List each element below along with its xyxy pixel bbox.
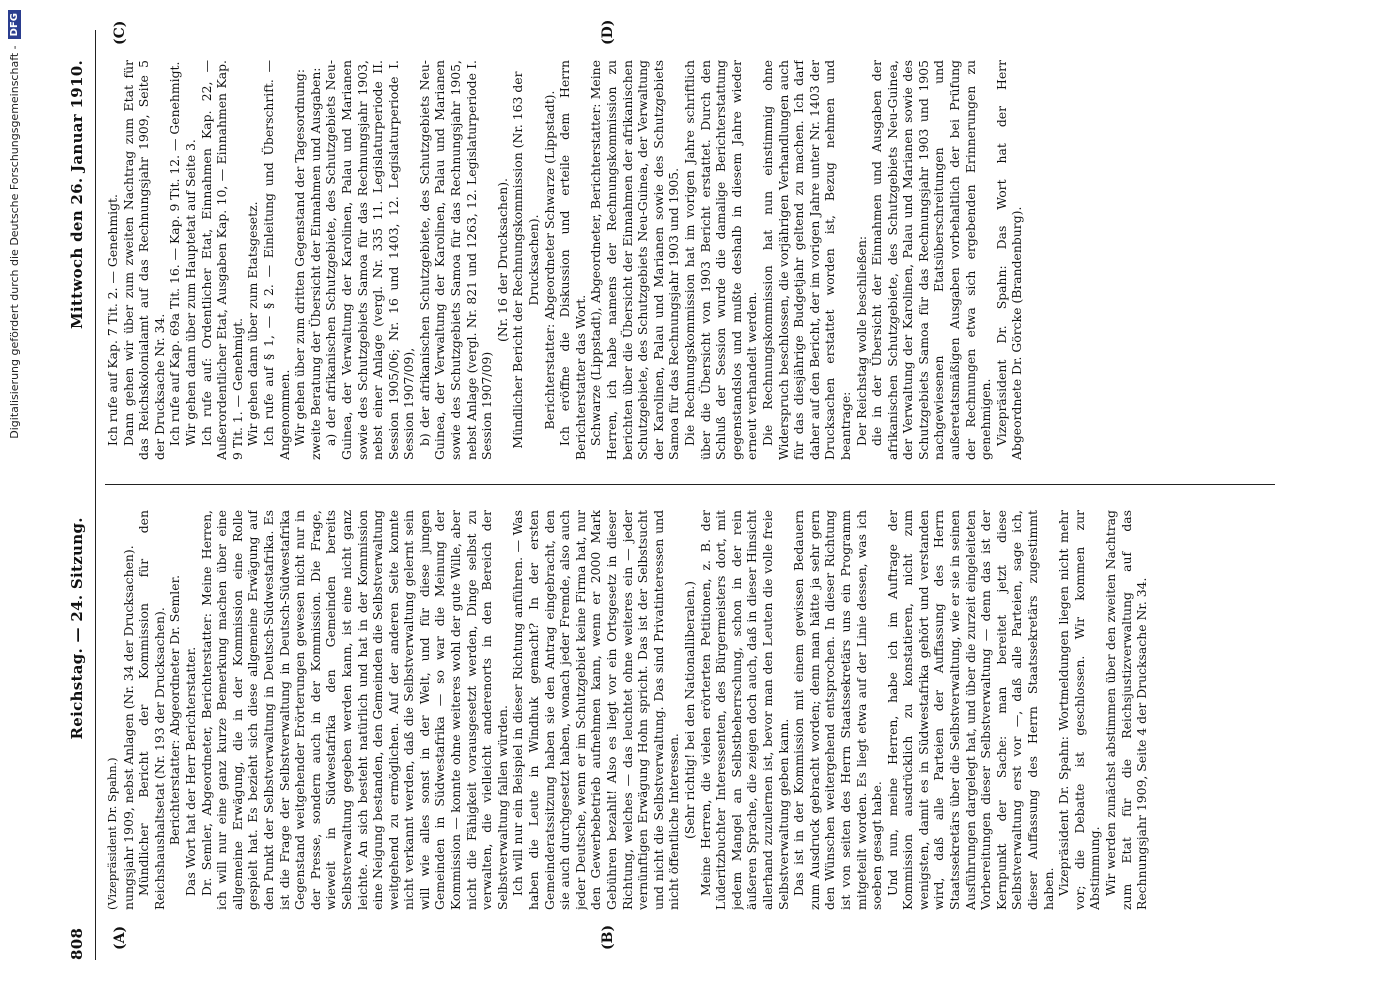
paragraph: Und nun, meine Herren, habe ich im Auftrage der Kommission ausdrücklich zu konstatieren, nicht zum wenigsten, damit es in Südwestafrika gehört und verstanden wird, daß alle Parteien der Auffassung des Herrn Staatssekretärs über die Selbstverwaltung, wie er sie in seinen Ausführungen dargelegt hat, und über die zurzeit eingeleiteten Vorbereitungen dieser Selbstverwaltung — denn das ist der Kernpunkt der Sache: man bereitet jetzt diese Selbstverwaltung erst vor —, daß alle Parteien, sage ich, dieser Auffassung des Herrn Staatssekretärs zugestimmt haben. <box>884 510 1056 910</box>
paragraph: Vizepräsident Dr. Spahn: Das Wort hat der Herr Abgeordnete Dr. Görcke (Brandenburg). <box>993 60 1025 460</box>
paragraph: Ich rufe auf Kap. 69a Tit. 16. — Kap. 9 Tit. 12. — Genehmigt. <box>167 61 183 446</box>
paragraph: Mündlicher Bericht der Kommission für den Reichshaushaltsetat (Nr. 193 der Drucksachen). <box>136 510 167 910</box>
margin-mark-d: (D) <box>600 19 616 45</box>
running-title-right: Mittwoch den 26. Januar 1910. <box>68 60 86 329</box>
paragraph: a) der afrikanischen Schutzgebiete, des Schutzgebiets Neu-Guinea, der Verwaltung der Karolinen, Palau und Marianen sowie des Schutzgebiets Samoa für das Rechnungsjahr 1903, nebst einer Anlage (vergl. Nr. 335 11. Legislaturperiode II. Session 1905/06; Nr. 16 und 1403, 12. Legislaturperiode I. Session 1907/09), <box>323 60 417 460</box>
paragraph: Ich rufe auf Kap. 7 Tit. 2. — Genehmigt. <box>105 194 120 446</box>
right-column <box>105 60 1275 460</box>
paragraph: die in der Übersicht der Einnahmen und Ausgaben der afrikanischen Schutzgebiete, des Schutzgebiets Neu-Guinea, der Verwaltung der Karolinen, Palau und Marianen sowie des Schutzgebiets Samoa für das Rechnungsjahr 1903 und 1905 nachgewiesenen Etatsüberschreitungen und außeretatsmäßigen Ausgaben vorbehaltlich der bei Prüfung der Rechnungen etwa sich ergebenden Erinnerungen zu genehmigen. <box>869 60 994 460</box>
digitization-note <box>8 10 21 439</box>
paragraph: zweite Beratung der Übersicht der Einnahmen und Ausgaben: <box>307 67 323 460</box>
running-title-left: Reichstag. — 24. Sitzung. <box>68 517 86 740</box>
header-rule <box>95 30 96 960</box>
paragraph: Wir werden zunächst abstimmen über den zweiten Nachtrag zum Etat für die Reichsjustizverwaltung auf das Rechnungsjahr 1909, Seite 4 der Drucksache Nr. 34. <box>1103 510 1150 910</box>
paragraph: nungsjahr 1909, nebst Anlagen (Nr. 34 der Drucksachen). <box>120 545 136 910</box>
paragraph: Wir gehen über zum dritten Gegenstand der Tagesordnung: <box>292 68 308 446</box>
paragraph: Der Reichstag wolle beschließen: <box>853 235 869 446</box>
paragraph: Mündlicher Bericht der Rechnungskommission (Nr. 163 der Drucksachen). <box>510 71 542 449</box>
left-column <box>105 510 1275 910</box>
page-header <box>62 30 92 960</box>
margin-mark-c: (C) <box>112 20 128 45</box>
paragraph: (Sehr richtig! bei den Nationalliberalen.) <box>681 581 697 839</box>
paragraph: Vizepräsident Dr. Spahn: Wortmeldungen liegen nicht mehr vor; die Debatte ist geschlossen. Wir kommen zur Abstimmung. <box>1056 510 1103 910</box>
paragraph: Die Rechnungskommission hat nun einstimmig ohne Widerspruch beschlossen, die vorjährigen Verhandlungen auch für das diesjährige Budgetjahr geltend zu machen. Ich darf daher auf den Bericht, der im vorigen Jahre unter Nr. 1403 der Drucksachen erstattet worden ist, Bezug nehmen und beantrage: <box>759 60 853 460</box>
paragraph: Das ist in der Kommission mit einem gewissen Bedauern zum Ausdruck gebracht worden; denn man hätte ja sehr gern den Wünschen weitergehend entsprochen. In dieser Richtung ist von seiten des Herrn Staatssekretärs uns ein Programm mitgeteilt worden. Es liegt etwa auf der Linie dessen, was ich soeben gesagt habe. <box>791 510 885 910</box>
paragraph: Ich will nur ein Beispiel in dieser Richtung anführen. — Was haben die Leute in Windhuk gemacht? In der ersten Gemeinderatssitzung haben sie den Antrag eingebracht, den sie auch durchgesetzt haben, wonach jeder Fremde, also auch jeder Deutsche, wenn er im Schutzgebiet keine Firma hat, nur den Gewerbebetrieb aufnehmen kann, wenn er 2000 Mark Gebühren bezahlt! Also es liegt vor ein Ortsgesetz in dieser Richtung, welches — das leuchtet ohne weiteres ein — jeder vernünftigen Erwägung Hohn spricht. Das ist der Selbstsucht und nicht die Selbstverwaltung. Das sind Privatinteressen und nicht öffentliche Interessen. <box>510 510 682 910</box>
dfg-logo: DFG <box>8 10 21 39</box>
paragraph: Die Rechnungskommission hat im vorigen Jahre schriftlich über die Übersicht von 1903 Bericht erstattet. Durch den Schluß der Session wurde die damalige Berichterstattung gegenstandslos und mußte deshalb in diesem Jahre wieder erneut verhandelt werden. <box>681 60 760 460</box>
paragraph: Das Wort hat der Herr Berichterstatter. <box>182 646 198 896</box>
paragraph: (Nr. 16 der Drucksachen). <box>494 178 510 342</box>
paragraph: Dann gehen wir über zum zweiten Nachtrag zum Etat für das Reichskolonialamt auf das Rechnungsjahr 1909, Seite 5 der Drucksache Nr. 34. <box>120 60 167 460</box>
paragraph: Meine Herren, die vielen erörterten Petitionen, z. B. der Lüderitzbuchter Interessenten, des Bürgermeisters dort, mit jedem Mangel an Selbstbeherrschung, schon in der rein äußeren Sprache, die zeigen doch auch, daß in dieser Hinsicht allerhand zuzulernen ist, bevor man den Leuten die volle freie Selbstverwaltung geben kann. <box>697 510 791 910</box>
margin-mark-a: (A) <box>112 925 128 950</box>
digitization-text: Digitalisierung gefördert durch die Deutsche Forschungsgemeinschaft - <box>8 45 21 439</box>
paragraph: Wir gehen dann über zum Etatsgesetz. <box>245 201 261 446</box>
paragraph: Dr. Semler, Abgeordneter, Berichterstatter: Meine Herren, ich will nur eine ganz kurze Bemerkung machen über eine allgemeine Erwägung, die in der Kommission eine Rolle gespielt hat. Es bezieht sich diese allgemeine Erwägung auf den Punkt der Selbstverwaltung in Deutsch-Südwestafrika. Es ist die Frage der Selbstverwaltung in Deutsch-Südwestafrika Gegenstand weitgehender Erörterungen gewesen nicht nur in der Presse, sondern auch in der Kommission. Die Frage, wieweit in Südwestafrika den Gemeinden bereits Selbstverwaltung gegeben werden kann, ist eine nicht ganz leichte. An sich besteht natürlich und hat in der Kommission eine Neigung bestanden, den Gemeinden die Selbstverwaltung weitgehend zu ermöglichen. Auf der anderen Seite konnte nicht verkannt werden, daß die Selbstverwaltung gelernt sein will wie alles sonst in der Welt, und für diese jungen Gemeinden in Südwestafrika — so war die Meinung der Kommission — konnte ohne weiteres wohl der gute Wille, aber nicht die Fähigkeit vorausgesetzt werden, Dinge selbst zu verwalten, die vielleicht anderenorts in den Bereich der Selbstverwaltung fallen würden. <box>198 510 510 910</box>
paragraph: Ich rufe auf § 1, — § 2. — Einleitung und Überschrift. — Angenommen. <box>260 60 292 460</box>
paragraph: Schwarze (Lippstadt), Abgeordneter, Berichterstatter: Meine Herren, ich habe namens der Rechnungskommission zu berichten über die Übersicht der Einnahmen der afrikanischen Schutzgebiete, des Schutzgebiets Neu-Guinea, der Verwaltung der Karolinen, Palau und Marianen sowie des Schutzgebiets Samoa für das Rechnungsjahr 1903 und 1905. <box>588 60 682 460</box>
column-divider <box>105 484 1275 485</box>
paragraph: b) der afrikanischen Schutzgebiete, des Schutzgebiets Neu-Guinea, der Verwaltung der Karolinen, Palau und Marianen sowie des Schutzgebiets Samoa für das Rechnungsjahr 1905, nebst Anlage (vergl. Nr. 821 und 1263, 12. Legislaturperiode I. Session 1907/09) <box>416 60 495 460</box>
paragraph: Ich rufe auf: Ordentlicher Etat, Einnahmen Kap. 22, — Außerordentlicher Etat, Ausgaben Kap. 10, — Einnahmen Kap. 9 Tit. 1. — Genehmigt. <box>198 60 245 460</box>
paragraph: (Vizepräsident Dr. Spahn.) <box>105 757 119 910</box>
page-number: 808 <box>68 927 86 960</box>
paragraph: Berichterstatter: Abgeordneter Schwarze (Lippstadt). <box>541 90 557 430</box>
paragraph: Wir gehen dann über zum Hauptetat auf Seite 3. <box>182 139 198 446</box>
margin-mark-b: (B) <box>600 924 616 950</box>
paragraph: Ich eröffne die Diskussion und erteile dem Herrn Berichterstatter das Wort. <box>557 60 588 460</box>
paragraph: Berichterstatter: Abgeordneter Dr. Semler. <box>167 574 183 846</box>
